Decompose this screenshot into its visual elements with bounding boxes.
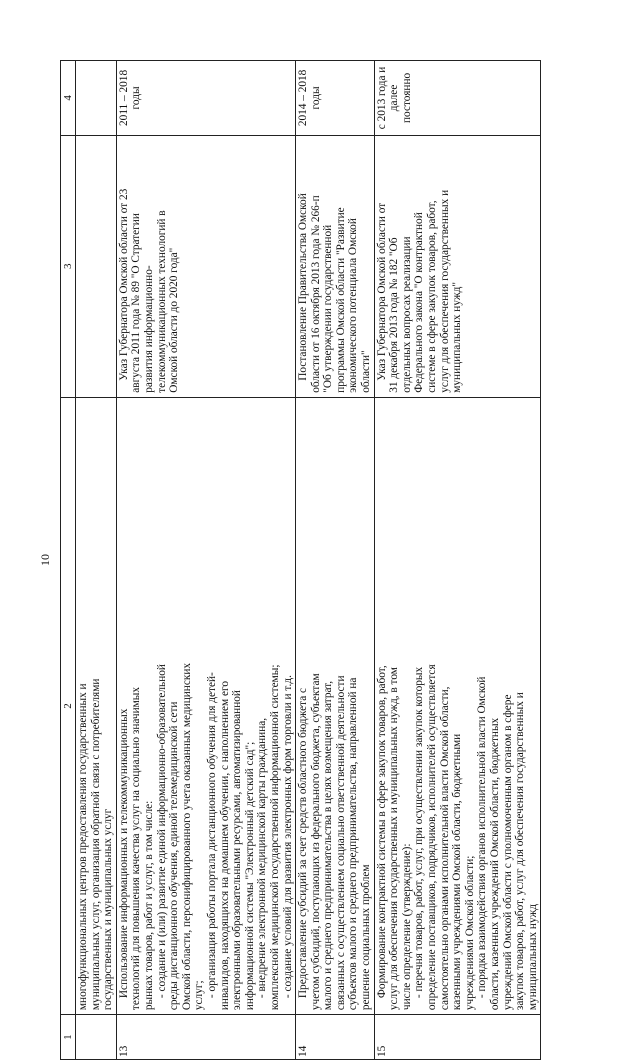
text-line: - внедрение электронной медицинской карты гражданина,	[256, 717, 269, 999]
text-line: услуг для обеспечения государственных и	[438, 189, 451, 393]
text-line: малого и среднего предпринимательства в целях возмещения затрат,	[322, 680, 335, 1011]
header-col-4: 4	[61, 61, 76, 136]
table-row-13	[116, 61, 295, 1060]
page-number: 10	[38, 554, 52, 566]
text-line: Омской области, персонифицированного учета оказанных медицинских	[180, 662, 193, 1011]
text-line: муниципальных нужд	[526, 903, 539, 1011]
header-col-3: 3	[61, 135, 76, 397]
text-line: системе в сфере закупок товаров, работ,	[426, 200, 439, 393]
text-line: телекоммуникационных технологий в	[155, 210, 168, 393]
measure-text	[374, 397, 541, 1014]
measure-text	[296, 397, 375, 1014]
continuation-row	[76, 61, 117, 1060]
text-line: определение поставщиков, подрядчиков, исполнителей осуществляется	[426, 664, 439, 1011]
text-line: электронными образовательными ресурсами, автоматизированной	[231, 690, 244, 1011]
text-line: рынках товаров, работ и услуг, в том числе:	[142, 800, 155, 1011]
text-line: самостоятельно органами исполнительной власти Омской области,	[438, 686, 451, 1011]
text-line: решение социальных проблем	[360, 864, 373, 1011]
text-line: - организация работы портала дистанционного обучения для детей-	[205, 672, 218, 999]
term-cell: 2014 – 2018 годы	[296, 61, 375, 136]
text-line: области от 16 октября 2013 года № 266-п	[309, 195, 322, 393]
text-line: Омской области до 2020 года"	[168, 247, 181, 393]
text-line: Предоставление субсидий за счет средств областного бюджета с	[297, 687, 310, 999]
text-line: государственных и муниципальных услуг	[102, 808, 115, 1011]
text-line: Указ Губернатора Омской области от 23	[117, 188, 130, 381]
text-line: августа 2011 года № 89 "О Стратегии	[130, 213, 143, 393]
text-line: - создание и (или) развитие единой информационно-образовательной	[155, 664, 168, 999]
text-line: многофункциональных центров предоставления государственных и	[77, 683, 89, 1011]
text-line: инвалидов, находящихся на домашнем обучении, с наполнением его	[218, 680, 231, 1011]
text-line: муниципальных нужд"	[451, 282, 464, 393]
row-number: 14	[296, 1015, 375, 1060]
text-line: услуг для обеспечения государственных и муниципальных нужд, в том	[388, 667, 401, 1011]
text-line: связанных с осуществлением социально ответственной деятельности	[334, 675, 347, 1011]
text-line: числе определение (утверждение):	[400, 843, 413, 1011]
measures-table	[60, 60, 541, 1060]
term-cell: 2011 – 2018 годы	[116, 61, 295, 136]
row-number: 15	[374, 1015, 541, 1060]
text-line: казенными учреждениями Омской области, бюджетными	[451, 733, 464, 1011]
text-line: учреждений Омской области с уполномоченным органом в сфере	[501, 694, 514, 1011]
legal-document	[116, 135, 295, 397]
text-line: "Об утверждении государственной	[322, 224, 335, 393]
measure-text	[116, 397, 295, 1014]
header-col-2: 2	[61, 397, 76, 1014]
table-row-14	[296, 61, 375, 1060]
text-line: Формирование контрактной системы в сфере закупок товаров, работ,	[375, 665, 388, 999]
text-line: Постановление Правительства Омской	[297, 193, 310, 381]
rotated-page	[38, 60, 603, 1060]
text-line: муниципальных услуг, организация обратной связи с потребителями	[89, 678, 102, 1011]
text-line: технологий для повышения качества услуг на социально значимых	[130, 686, 143, 1011]
text-line: - создание условий для развития электронных форм торговли и т.д.	[281, 675, 294, 999]
text-line: комплексной медицинской государственной информационной системы;	[268, 664, 281, 1011]
text-line: программы Омской области "Развитие	[334, 207, 347, 393]
text-line: - перечня товаров, работ, услуг, при осуществлении закупок которых	[413, 666, 426, 999]
text-line: Федерального закона "О контрактной	[413, 212, 426, 393]
text-line: 31 декабря 2013 года № 182 "Об	[388, 237, 401, 393]
text-line: информационной системы "Электронный детский сад";	[243, 741, 256, 1011]
text-line: экономического потенциала Омской	[347, 218, 360, 393]
header-col-1: 1	[61, 1015, 76, 1060]
text-line: Использование информационных и телекоммуникационных	[117, 708, 130, 999]
legal-document	[296, 135, 375, 397]
continuation-text	[76, 397, 117, 1014]
text-line: учетом субсидий, поступающих из федерального бюджета, субъектам	[309, 673, 322, 1011]
row-number: 13	[116, 1015, 295, 1060]
text-line: закупок товаров, работ, услуг для обеспечения государственных и	[514, 692, 527, 1011]
text-line: услуг;	[193, 980, 206, 1011]
text-line: учреждениями Омской области;	[463, 855, 476, 1011]
text-line: развития информационно-	[142, 265, 155, 393]
text-line: субъектов малого и среднего предпринимательства, направленной на	[347, 677, 360, 1011]
table-row-15	[374, 61, 541, 1060]
text-line: области, казенных учреждений Омской области, бюджетных	[489, 717, 501, 1011]
text-line: области"	[360, 350, 373, 393]
text-line: Указ Губернатора Омской области от	[375, 202, 388, 381]
text-line: - порядка взаимодействия органов исполнительной власти Омской	[476, 676, 489, 999]
term-cell: с 2013 года и далее постоянно	[374, 61, 541, 136]
text-line: отдельных вопросах реализации	[400, 236, 413, 393]
header-row	[61, 61, 76, 1060]
text-line: среды дистанционного обучения, единой телемедицинской сети	[168, 701, 181, 1011]
legal-document	[374, 135, 541, 397]
